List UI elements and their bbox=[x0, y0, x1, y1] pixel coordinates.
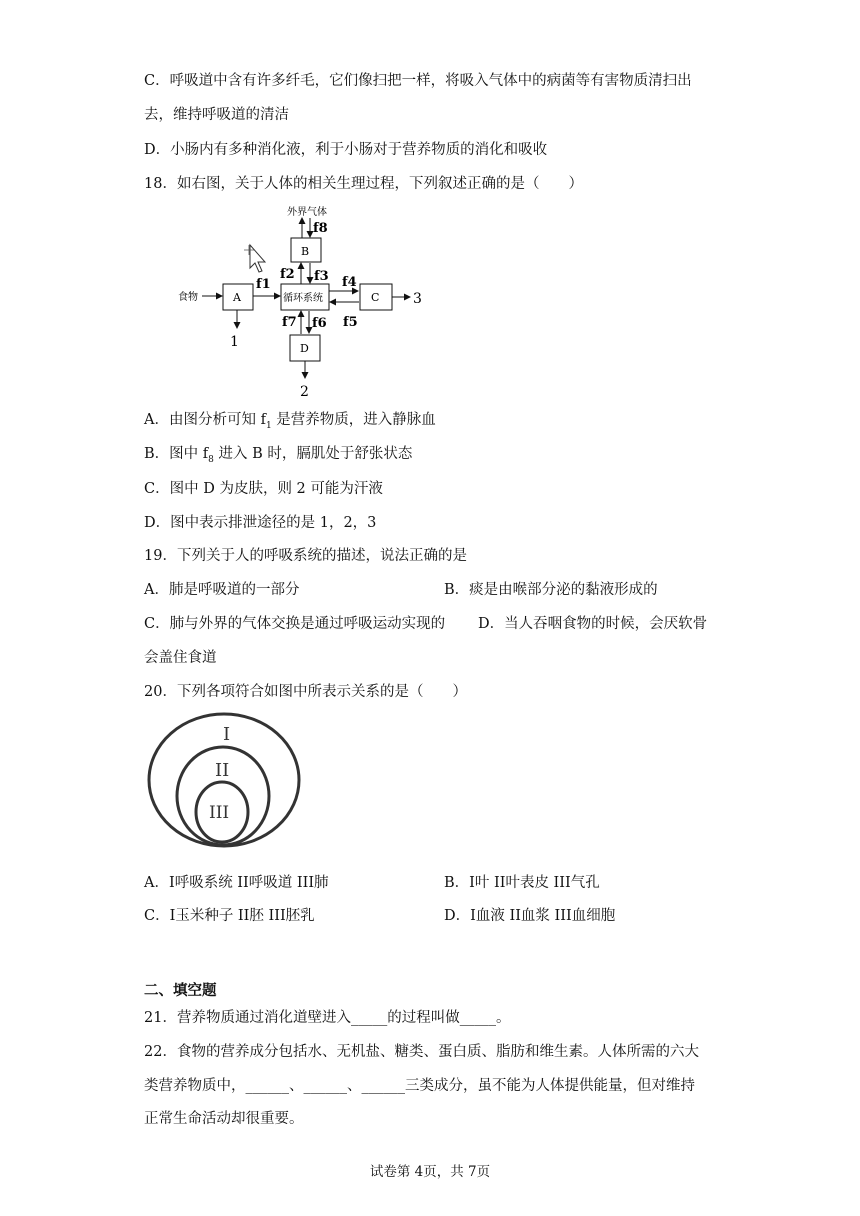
mouse-cursor-icon bbox=[244, 245, 265, 272]
q22-line1: 22．食物的营养成分包括水、无机盐、糖类、蛋白质、脂肪和维生素。人体所需的六大 bbox=[144, 1044, 699, 1060]
q20-option-c: C．I玉米种子 II胚 III胚乳 bbox=[144, 908, 315, 924]
label-f6: f6 bbox=[312, 316, 327, 331]
page-footer: 试卷第 4页，共 7页 bbox=[369, 1164, 491, 1180]
q18-option-b-subscript: 8 bbox=[208, 454, 214, 465]
q18-option-d: D．图中表示排泄途径的是 1，2，3 bbox=[144, 515, 377, 531]
box-a-label: A bbox=[233, 291, 241, 304]
q18-option-b-text: B．图中 f bbox=[144, 446, 209, 462]
q18-physiology-diagram bbox=[170, 200, 440, 400]
label-inner: III bbox=[209, 803, 230, 823]
q19-option-c: C．肺与外界的气体交换是通过呼吸运动实现的 bbox=[144, 616, 446, 632]
q19-option-d-line1: D．当人吞咽食物的时候，会厌软骨 bbox=[478, 616, 708, 632]
label-f3: f3 bbox=[314, 269, 329, 284]
label-f5: f5 bbox=[343, 315, 358, 330]
q18-option-a-subscript: 1 bbox=[265, 420, 272, 431]
outside-air-label: 外界气体 bbox=[287, 207, 327, 218]
box-c-label: C bbox=[371, 291, 380, 304]
q20-stem: 20．下列各项符合如图中所表示关系的是（ ） bbox=[144, 684, 467, 700]
output-2-label: 2 bbox=[300, 384, 309, 400]
q18-option-b bbox=[144, 444, 412, 470]
section-2-title: 二、填空题 bbox=[144, 982, 217, 999]
q20-option-d: D．I血液 II血浆 III血细胞 bbox=[444, 908, 616, 924]
q17-option-d: D．小肠内有多种消化液，利于小肠对于营养物质的消化和吸收 bbox=[144, 142, 548, 158]
box-b-label: B bbox=[301, 245, 310, 258]
output-3-label: 3 bbox=[413, 291, 422, 307]
label-middle: II bbox=[215, 760, 230, 781]
q18-option-a-text: A．由图分析可知 f bbox=[144, 412, 266, 428]
q21-text: 21．营养物质通过消化道壁进入_____的过程叫做_____。 bbox=[144, 1010, 511, 1026]
q18-option-a-text-end: 是营养物质，进入静脉血 bbox=[271, 412, 436, 428]
label-f2: f2 bbox=[280, 267, 295, 282]
q22-line2: 类营养物质中，______、______、______三类成分，虽不能为人体提供能量，但对维持 bbox=[144, 1078, 695, 1094]
q17-option-c-line1: C．呼吸道中含有许多纤毛，它们像扫把一样，将吸入气体中的病菌等有害物质清扫出 bbox=[144, 73, 692, 89]
label-outer: I bbox=[223, 724, 231, 745]
q19-option-b: B．痰是由喉部分泌的黏液形成的 bbox=[444, 582, 658, 598]
q20-nested-circles-diagram bbox=[146, 708, 306, 858]
q19-option-a: A．肺是呼吸道的一部分 bbox=[144, 582, 300, 598]
q18-option-c: C．图中 D 为皮肤，则 2 可能为汗液 bbox=[144, 481, 383, 497]
label-f1: f1 bbox=[256, 277, 271, 292]
q19-option-d-line2: 会盖住食道 bbox=[144, 650, 217, 666]
q17-option-c-line2: 去，维持呼吸道的清洁 bbox=[144, 107, 289, 123]
label-f7: f7 bbox=[282, 315, 297, 330]
output-1-label: 1 bbox=[230, 334, 239, 350]
q18-option-b-text-end: 进入 B 时，膈肌处于舒张状态 bbox=[213, 446, 413, 462]
circulation-system-label: 循环系统 bbox=[283, 293, 323, 304]
q20-option-b: B．I叶 II叶表皮 III气孔 bbox=[444, 875, 600, 891]
label-f4: f4 bbox=[342, 275, 357, 290]
q22-line3: 正常生命活动却很重要。 bbox=[144, 1111, 304, 1127]
q18-stem: 18．如右图，关于人体的相关生理过程，下列叙述正确的是（ ） bbox=[144, 176, 583, 192]
box-d-label: D bbox=[300, 342, 309, 355]
label-f8: f8 bbox=[313, 221, 328, 236]
q18-option-a bbox=[144, 410, 436, 436]
food-label: 食物 bbox=[178, 292, 198, 303]
q20-option-a: A．I呼吸系统 II呼吸道 III肺 bbox=[144, 875, 329, 891]
q19-stem: 19．下列关于人的呼吸系统的描述，说法正确的是 bbox=[144, 548, 467, 564]
